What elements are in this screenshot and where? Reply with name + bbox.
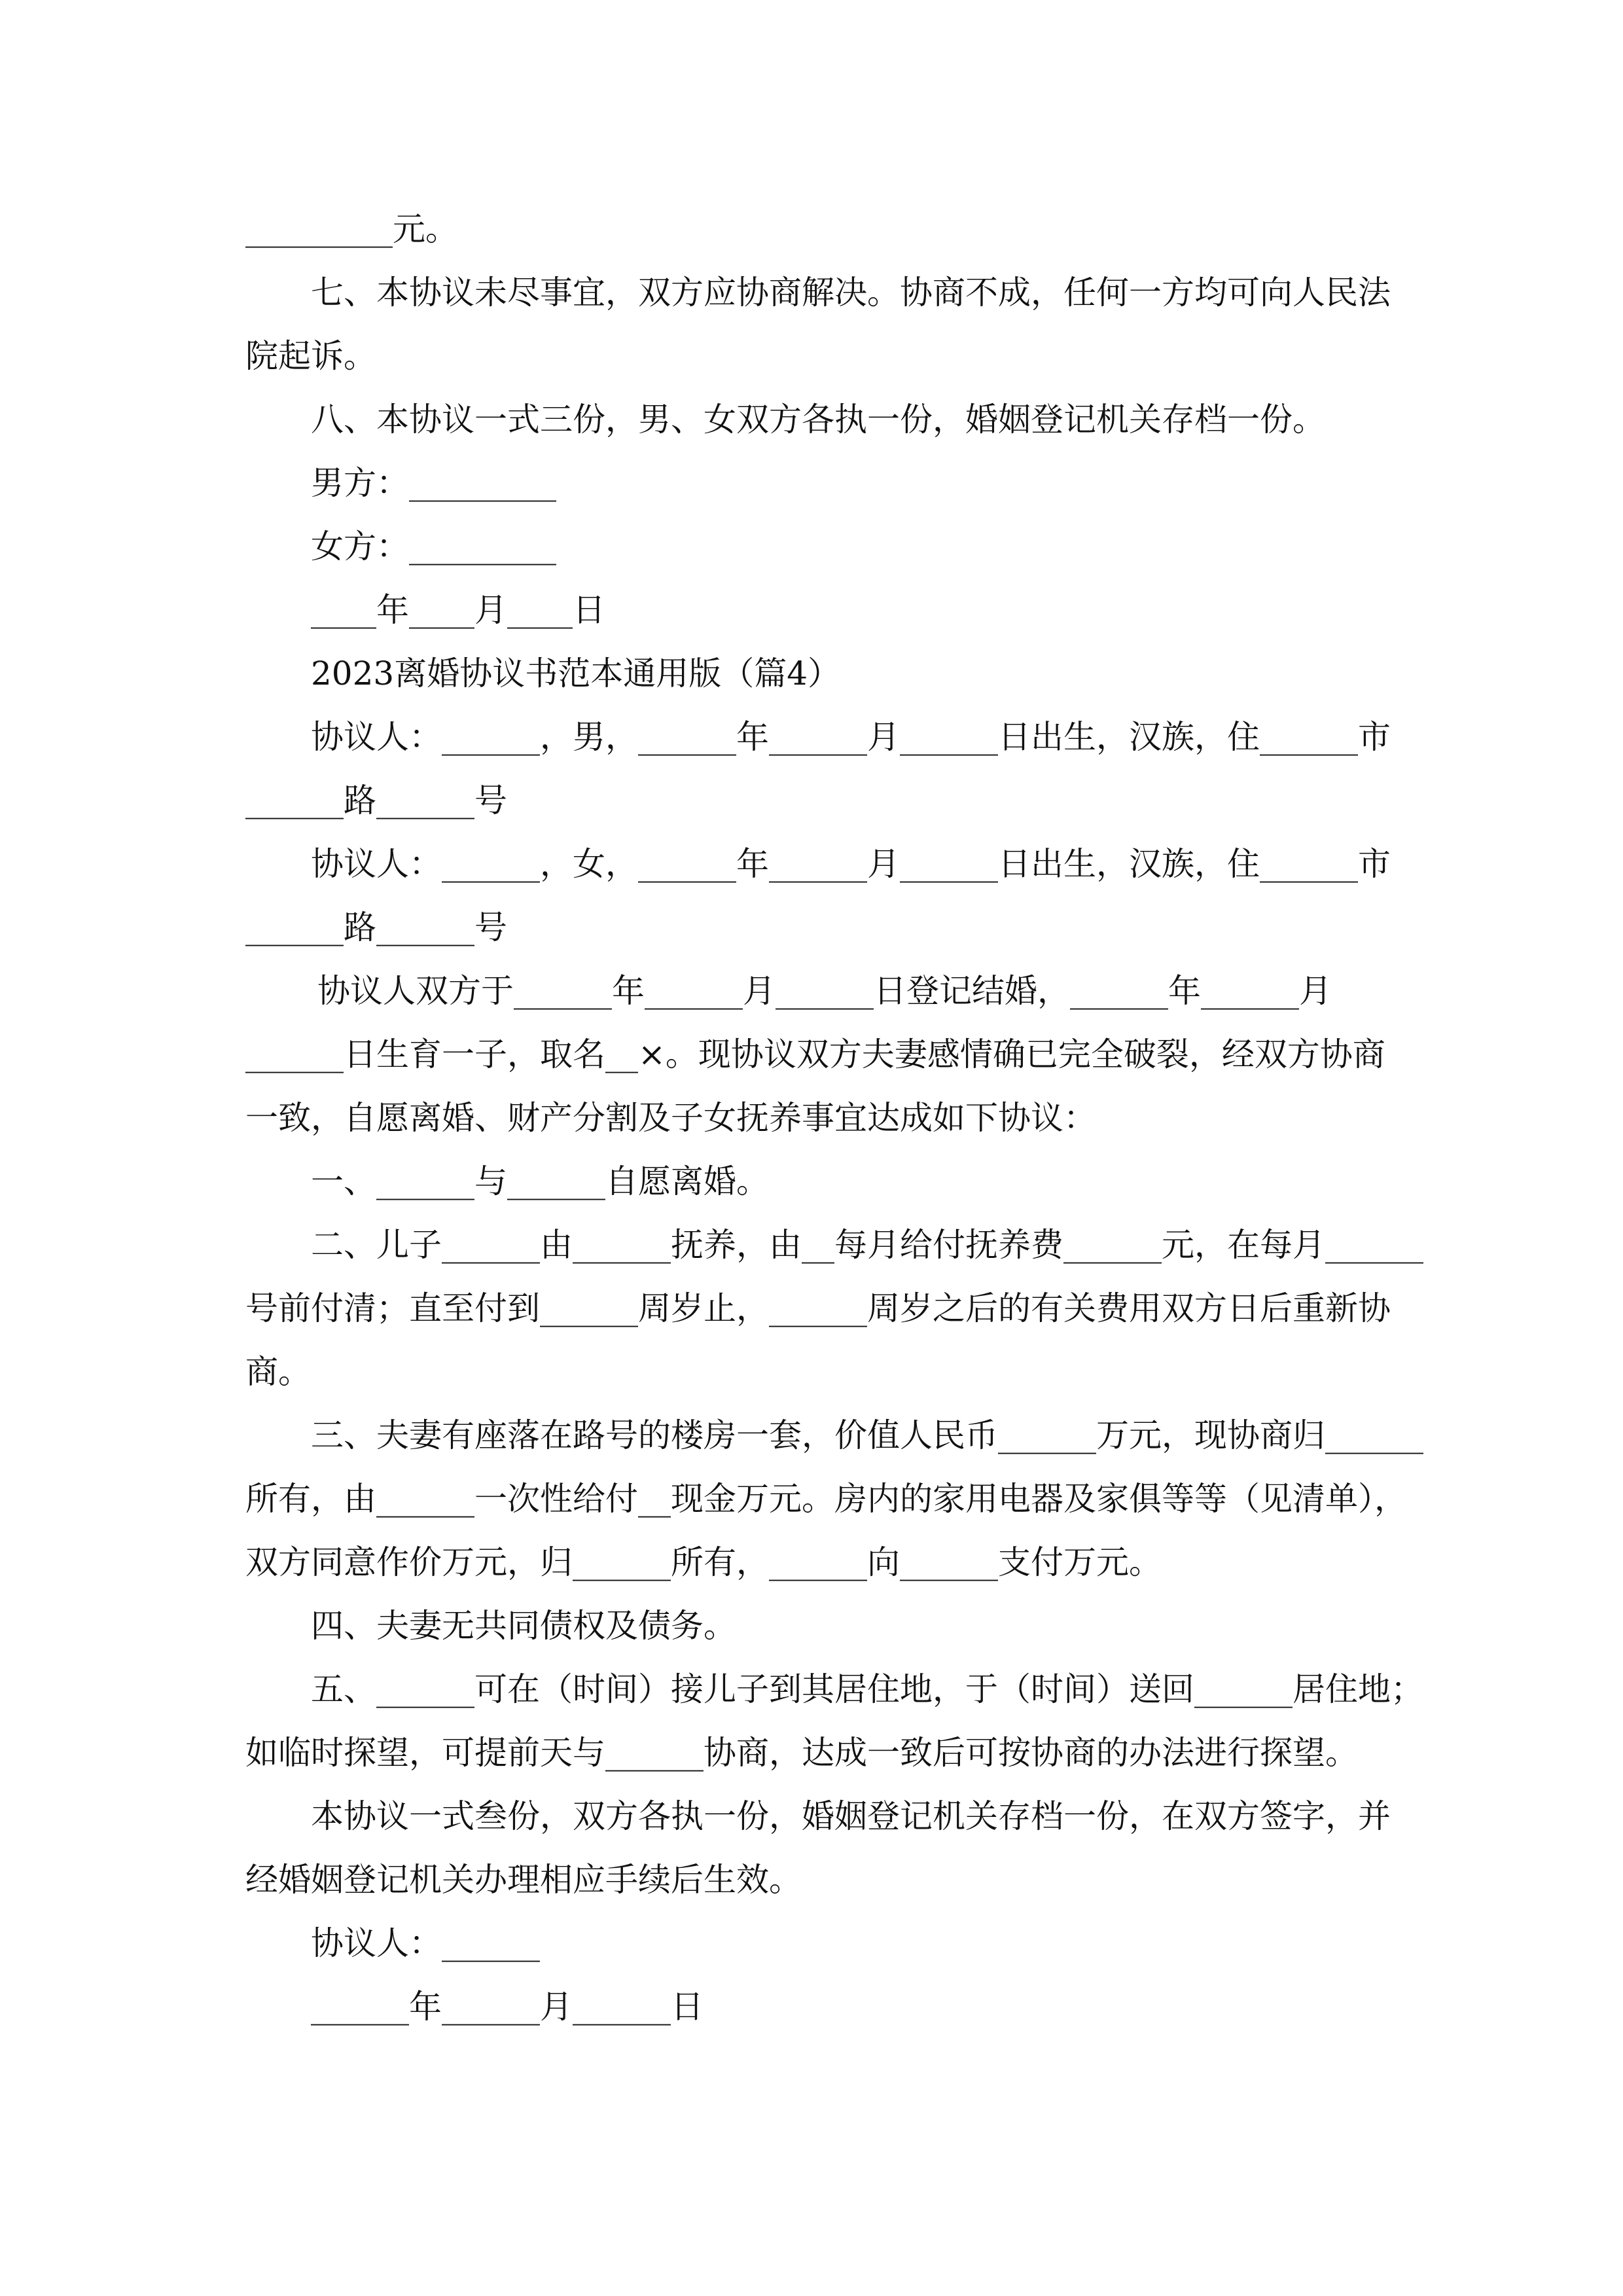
clause-3-line-1: 三、夫妻有座落在路号的楼房一套，价值人民币______万元，现协商归______ (311, 1416, 1423, 1454)
clause-1: 一、______与______自愿离婚。 (311, 1162, 769, 1200)
clause-5-line-2: 如临时探望，可提前天与______协商，达成一致后可按协商的办法进行探望。 (245, 1734, 1358, 1772)
clause-2-line-1: 二、儿子______由______抚养，由__每月给付抚养费______元，在每月______ (311, 1226, 1423, 1264)
clause-2-line-3: 商。 (245, 1353, 311, 1391)
closing-line-1: 本协议一式叁份，双方各执一份，婚姻登记机关存档一份，在双方签字，并 (311, 1797, 1391, 1835)
party-line-2: 协议人：______，女，______年______月______日出生，汉族，住______市 (311, 845, 1391, 883)
section-title: 2023离婚协议书范本通用版（篇4） (311, 655, 841, 692)
clause-4: 四、夫妻无共同债权及债务。 (311, 1607, 736, 1645)
clause-3-line-3: 双方同意作价万元，归______所有，______向______支付万元。 (245, 1543, 1162, 1581)
signature-line-party: 协议人：______ (311, 1924, 540, 1962)
closing-line-2: 经婚姻登记机关办理相应手续后生效。 (245, 1861, 802, 1899)
text-line-2: 七、本协议未尽事宜，双方应协商解决。协商不成，任何一方均可向人民法 (311, 274, 1391, 312)
text-line-3: 院起诉。 (245, 337, 376, 375)
date-line-2: ______年______月______日 (311, 1988, 704, 2026)
text-line-1: _________元。 (245, 210, 458, 248)
clause-5-line-1: 五、______可在（时间）接儿子到其居住地，于（时间）送回______居住地； (311, 1670, 1423, 1708)
text-line-15: 一致，自愿离婚、财产分割及子女抚养事宜达成如下协议： (245, 1099, 1096, 1137)
signature-line-male: 男方：_________ (311, 464, 556, 502)
text-line-13: 协议人双方于______年______月______日登记结婚，______年______月 (317, 972, 1332, 1010)
party-line-1: 协议人：______，男，______年______月______日出生，汉族，住______市 (311, 718, 1391, 756)
signature-line-female: 女方：_________ (311, 528, 556, 565)
clause-2-line-2: 号前付清；直至付到______周岁止，______周岁之后的有关费用双方日后重新协 (245, 1289, 1391, 1327)
text-line-4: 八、本协议一式三份，男、女双方各执一份，婚姻登记机关存档一份。 (311, 401, 1325, 439)
clause-3-line-2: 所有，由______一次性给付__现金万元。房内的家用电器及家俱等等（见清单）， (245, 1480, 1407, 1518)
party-address-1: ______路______号 (245, 781, 507, 819)
date-line-1: ____年____月____日 (311, 591, 605, 629)
text-line-14: ______日生育一子，取名__×。现协议双方夫妻感情确已完全破裂，经双方协商 (245, 1035, 1385, 1073)
party-address-2: ______路______号 (245, 908, 507, 946)
